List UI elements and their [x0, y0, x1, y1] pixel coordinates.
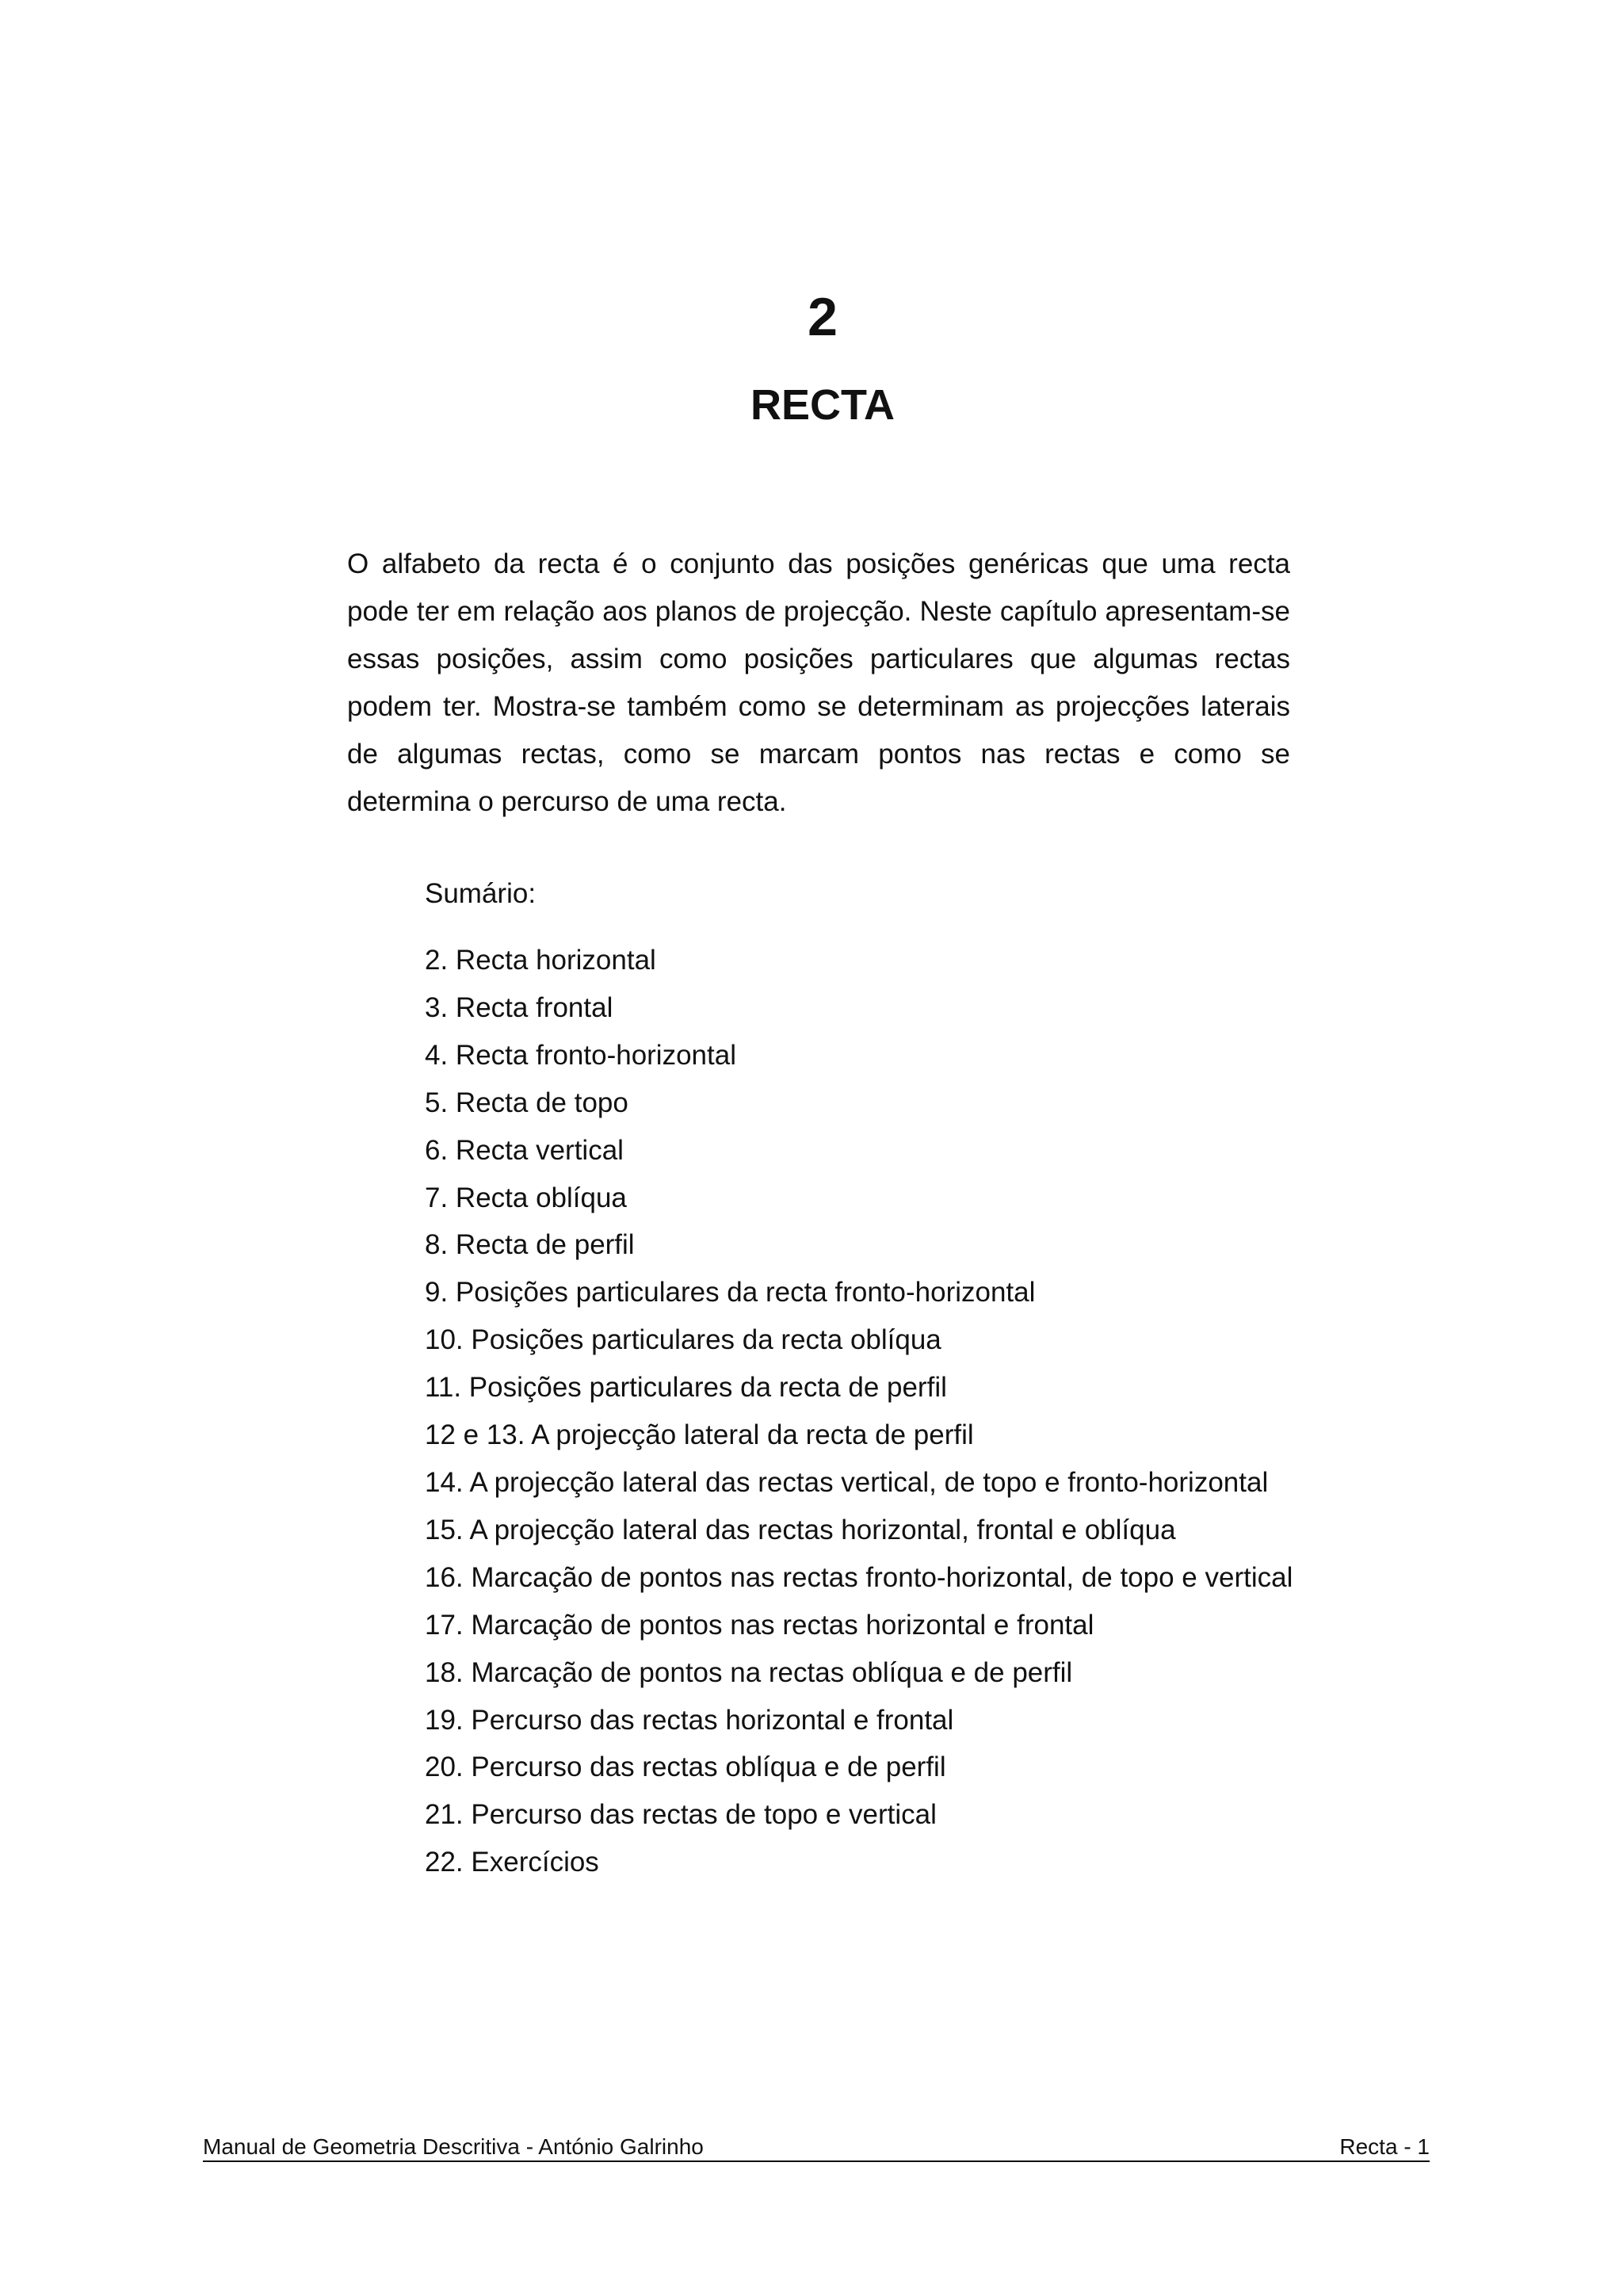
summary-item: 17. Marcação de pontos nas rectas horizontal e frontal: [425, 1609, 1094, 1641]
summary-item: 21. Percurso das rectas de topo e vertical: [425, 1799, 937, 1831]
summary-item: 3. Recta frontal: [425, 991, 613, 1023]
summary-item: 15. A projecção lateral das rectas horizontal, frontal e oblíqua: [425, 1514, 1176, 1545]
summary-item: 12 e 13. A projecção lateral da recta de perfil: [425, 1419, 974, 1451]
summary-item: 18. Marcação de pontos na rectas oblíqua e de perfil: [425, 1656, 1073, 1688]
summary-item: 19. Percurso das rectas horizontal e frontal: [425, 1704, 954, 1736]
page-footer: [203, 2126, 1430, 2162]
summary-item: 10. Posições particulares da recta oblíqua: [425, 1324, 941, 1356]
summary-item: 11. Posições particulares da recta de perfil: [425, 1372, 947, 1404]
summary-item: 20. Percurso das rectas oblíqua e de perfil: [425, 1752, 946, 1783]
summary-item: 5. Recta de topo: [425, 1087, 628, 1118]
summary-list: [425, 937, 1293, 1886]
chapter-number: 2: [808, 287, 838, 347]
chapter-title: RECTA: [750, 381, 895, 429]
summary-item: 9. Posições particulares da recta fronto-horizontal: [425, 1277, 1036, 1308]
summary-item: 22. Exercícios: [425, 1847, 599, 1878]
summary-item: 2. Recta horizontal: [425, 945, 656, 976]
summary-item: 7. Recta oblíqua: [425, 1182, 627, 1213]
summary-item: 14. A projecção lateral das rectas vertical, de topo e fronto-horizontal: [425, 1466, 1269, 1498]
footer-book-title: Manual de Geometria Descritiva - António Galrinho: [203, 2134, 704, 2159]
summary-item: 16. Marcação de pontos nas rectas fronto-horizontal, de topo e vertical: [425, 1561, 1293, 1593]
summary-item: 8. Recta de perfil: [425, 1229, 635, 1261]
summary-heading: Sumário:: [425, 878, 537, 909]
summary-item: 4. Recta fronto-horizontal: [425, 1039, 736, 1071]
summary-item: 6. Recta vertical: [425, 1134, 624, 1166]
intro-paragraph: O alfabeto da recta é o conjunto das posições genéricas que uma recta pode ter em relação aos planos de projecção. Neste capítulo apresentam-se essas posições, assim como posições particulares que algumas rectas podem ter. Mostra-se também como se determinam as projecções laterais de algumas rectas, como se marcam pontos nas rectas e como se determina o percurso de uma recta.: [347, 548, 1290, 817]
footer-page-number: Recta - 1: [1339, 2134, 1430, 2159]
